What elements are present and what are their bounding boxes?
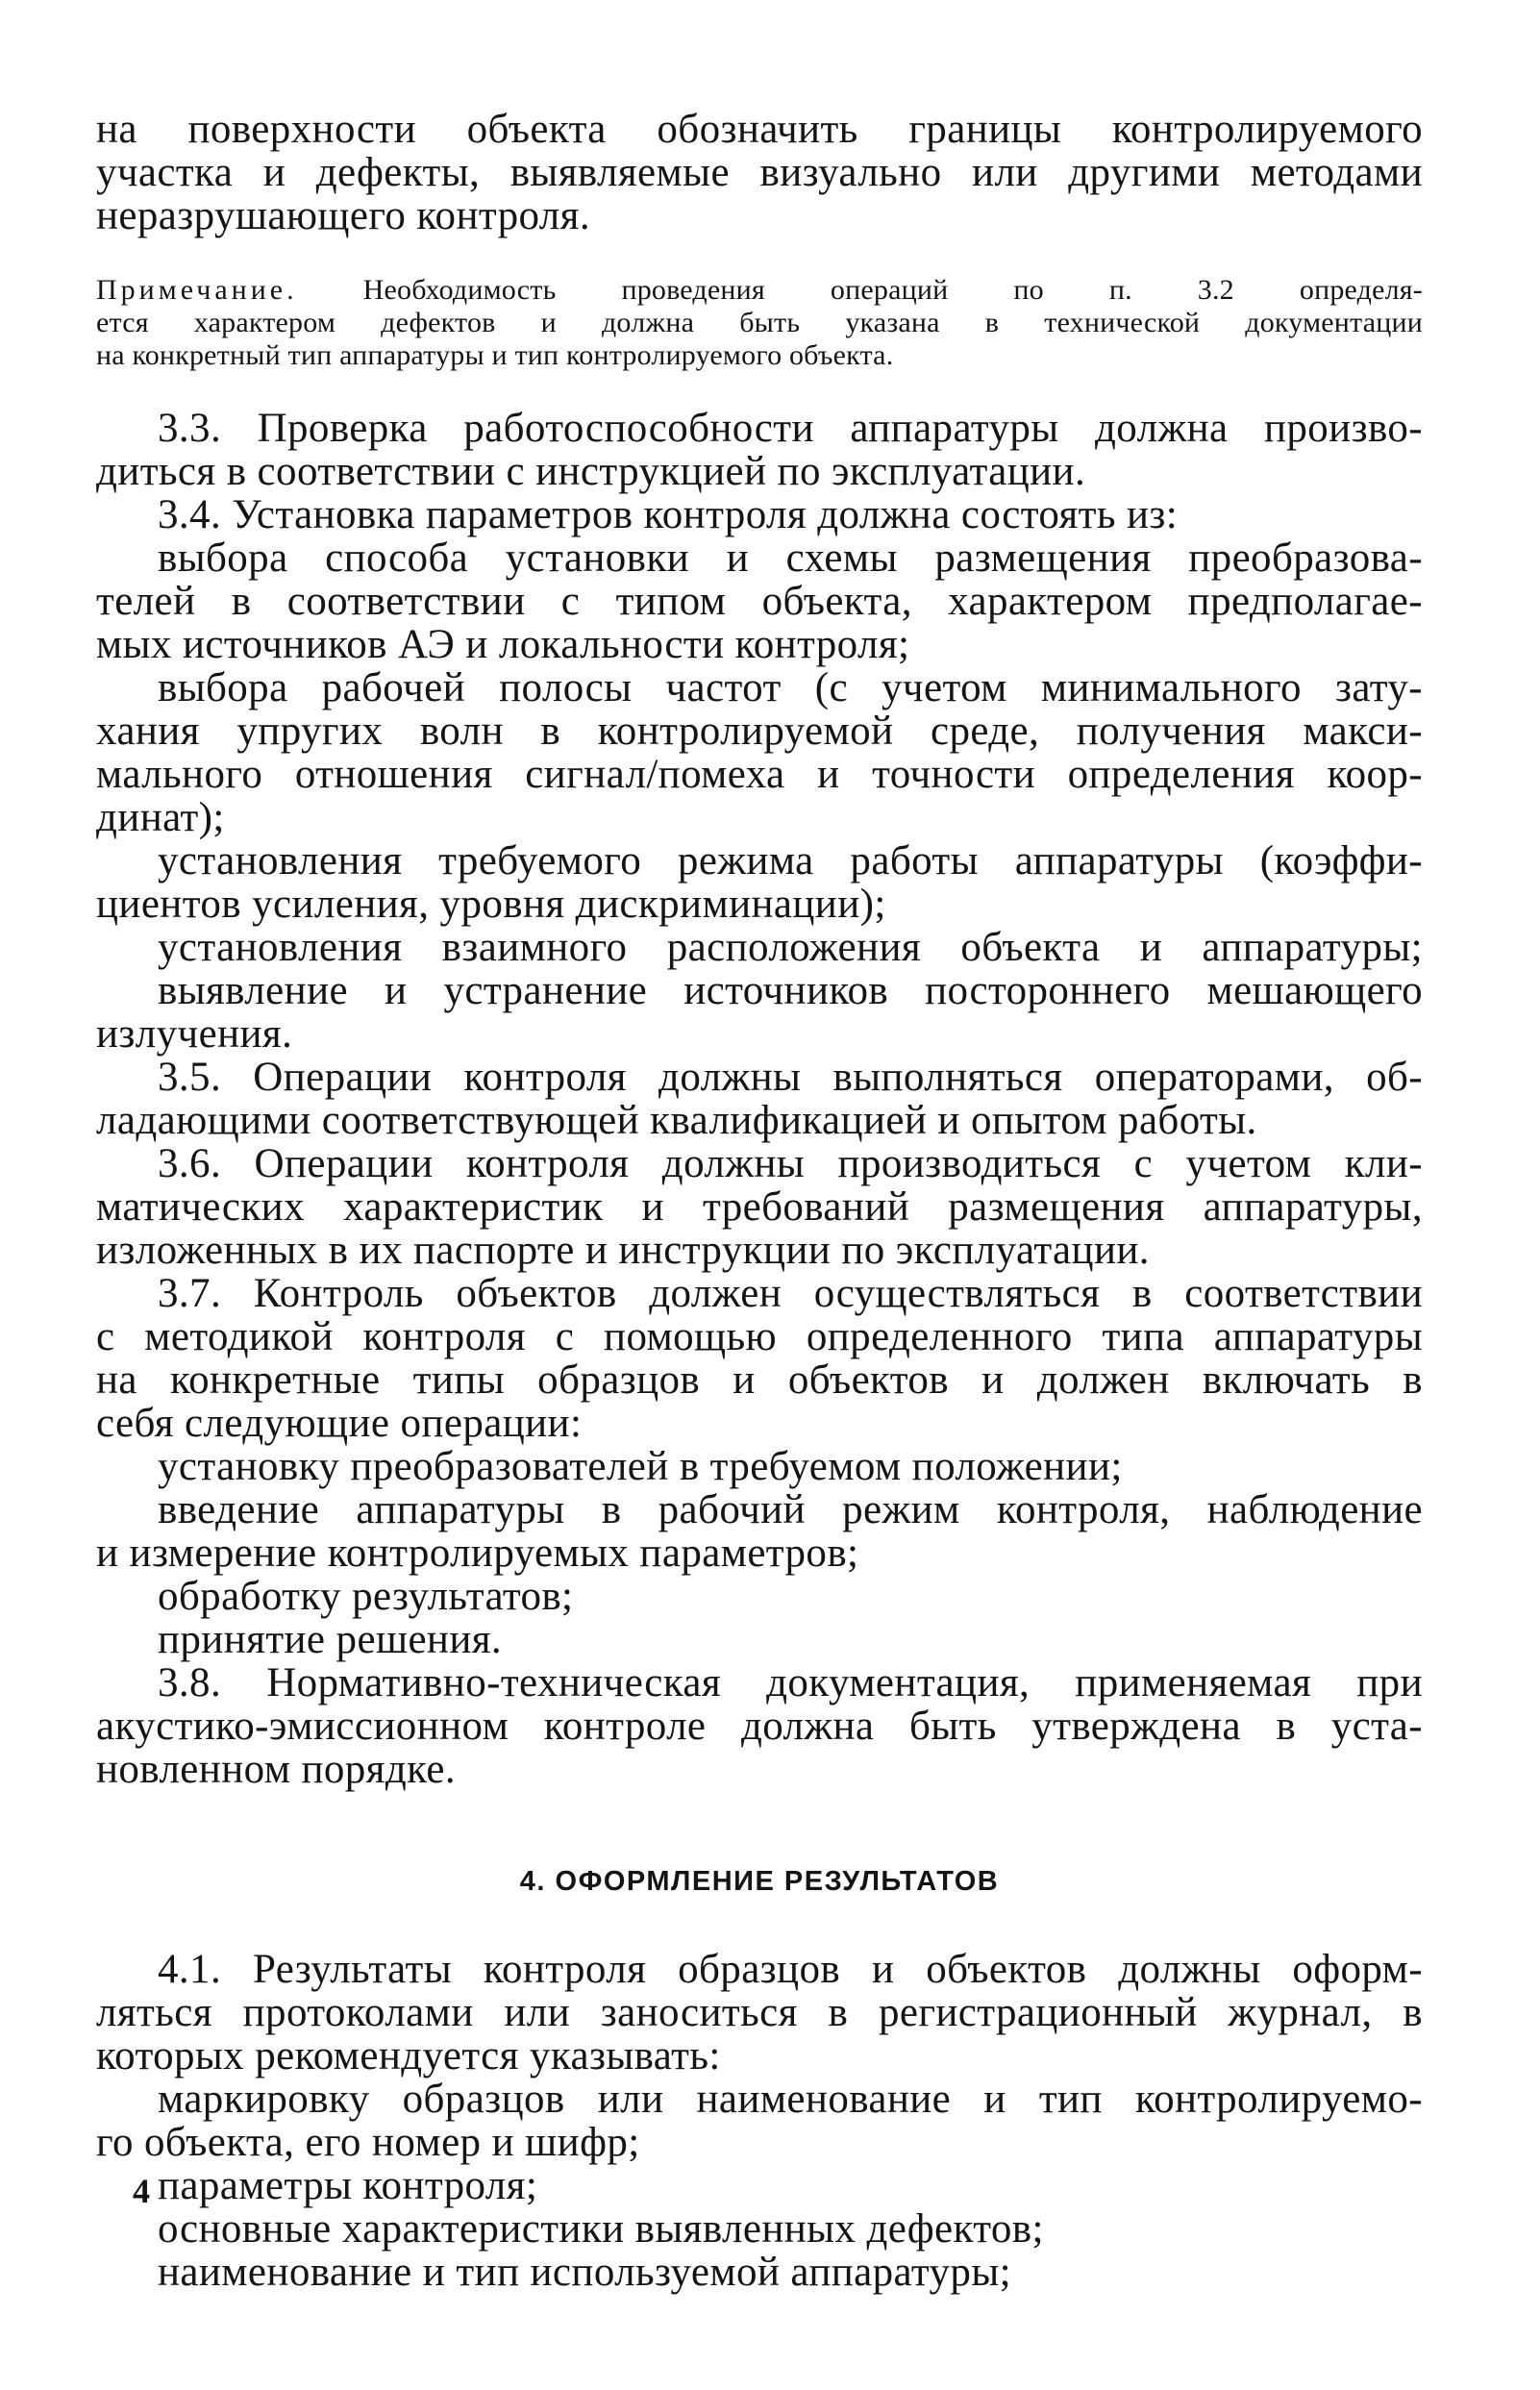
text-line: 3.4. Установка параметров контроля должна состоять из: [158, 492, 1179, 537]
text-line: основные характеристики выявленных дефектов; [158, 2206, 1044, 2252]
paragraph-3-7-c [96, 1575, 1423, 1618]
paragraph-3-7 [96, 1272, 1423, 1445]
text-line: хания упругих волн в контролируемой среде, получения макси- [96, 709, 1423, 754]
text-line: 3.5. Операции контроля должны выполняться операторами, об- [158, 1055, 1423, 1100]
paragraph-3-7-d [96, 1618, 1423, 1661]
paragraph-3-7-a [96, 1445, 1423, 1488]
section-heading: 4. ОФОРМЛЕНИЕ РЕЗУЛЬТАТОВ [519, 1866, 1000, 1897]
paragraph-3-4-d [96, 926, 1423, 969]
text-line: циентов усиления, уровня дискриминации); [96, 882, 886, 927]
text-line: 3.6. Операции контроля должны производиться с учетом кли- [158, 1141, 1423, 1186]
paragraph-4-1 [96, 1948, 1423, 2078]
text-line: 3.8. Нормативно-техническая документация, применяемая при [158, 1660, 1423, 1705]
text-line: принятие решения. [158, 1617, 503, 1662]
text-line: выбора способа установки и схемы размещения преобразова- [158, 535, 1423, 581]
text-line: мых источников АЭ и локальности контроля; [96, 622, 910, 667]
text-line: с методикой контроля с помощью определенного типа аппаратуры [96, 1314, 1423, 1359]
text-line: наименование и тип используемой аппаратуры; [158, 2250, 1011, 2295]
note-block [96, 274, 1423, 372]
text-line: 4.1. Результаты контроля образцов и объектов должны оформ- [158, 1947, 1423, 1992]
text-line: которых рекомендуется указывать: [96, 2033, 721, 2079]
note-line: на конкретный тип аппаратуры и тип контролируемого объекта. [96, 339, 894, 371]
text-line: установку преобразователей в требуемом положении; [158, 1444, 1123, 1489]
document-page [96, 108, 1423, 2294]
text-line: ляться протоколами или заноситься в регистрационный журнал, в [96, 1990, 1423, 2035]
text-line: себя следующие операции: [96, 1401, 583, 1446]
text-line: маркировку образцов или наименование и тип контролируемо- [158, 2077, 1423, 2122]
text-line: установления взаимного расположения объекта и аппаратуры; [158, 925, 1423, 970]
paragraph-3-8 [96, 1661, 1423, 1791]
paragraph-3-4-a [96, 536, 1423, 666]
paragraph-3-7-b [96, 1488, 1423, 1575]
text-line: излучения. [96, 1011, 293, 1057]
text-line: матических характеристик и требований размещения аппаратуры, [96, 1184, 1423, 1230]
text-line: выбора рабочей полосы частот (с учетом минимального зату- [158, 665, 1423, 710]
text-line: установления требуемого режима работы аппаратуры (коэффи- [158, 838, 1423, 884]
text-line: новленном порядке. [96, 1747, 456, 1792]
paragraph-4-1-a [96, 2078, 1423, 2164]
paragraph-3-4-e [96, 969, 1423, 1056]
text-line: на поверхности объекта обозначить границы контролируемого [96, 107, 1423, 152]
paragraph-3-6 [96, 1142, 1423, 1272]
text-line: участка и дефекты, выявляемые визуально или другими методами [96, 150, 1423, 195]
paragraph-3-5 [96, 1056, 1423, 1142]
text-line: акустико-эмиссионном контроле должна быть утверждена в уста- [96, 1704, 1423, 1749]
paragraph-4-1-b [96, 2164, 1423, 2207]
text-line: телей в соответствии с типом объекта, характером предполагае- [96, 579, 1423, 624]
note-line: ется характером дефектов и должна быть указана в технической документации [96, 307, 1423, 338]
paragraph-3-4-c [96, 839, 1423, 926]
text-line: параметры контроля; [158, 2163, 538, 2208]
text-line: го объекта, его номер и шифр; [96, 2120, 640, 2165]
text-line: 3.3. Проверка работоспособности аппаратуры должна произво- [158, 406, 1423, 451]
text-line: неразрушающего контроля. [96, 193, 590, 238]
text-line: изложенных в их паспорте и инструкции по эксплуатации. [96, 1228, 1150, 1273]
paragraph-3-3 [96, 407, 1423, 493]
text-line: выявление и устранение источников постороннего мешающего [158, 968, 1423, 1013]
note-text: Необходимость проведения операций по п. 3.2 определя- [297, 274, 1423, 306]
paragraph-intro [96, 108, 1423, 237]
text-line: введение аппаратуры в рабочий режим контроля, наблюдение [158, 1487, 1423, 1532]
paragraph-3-4-b [96, 666, 1423, 839]
text-line: 3.7. Контроль объектов должен осуществляться в соответствии [158, 1271, 1423, 1316]
paragraph-3-4 [96, 493, 1423, 536]
note-label: Примечание. [96, 274, 298, 306]
paragraph-4-1-d [96, 2251, 1423, 2294]
note-line [96, 274, 1423, 307]
text-line: на конкретные типы образцов и объектов и должен включать в [96, 1357, 1423, 1403]
text-line: диться в соответствии с инструкцией по эксплуатации. [96, 449, 1086, 494]
text-line: обработку результатов; [158, 1574, 574, 1619]
text-line: мального отношения сигнал/помеха и точности определения коор- [96, 752, 1423, 797]
text-line: ладающими соответствующей квалификацией и опытом работы. [96, 1098, 1257, 1143]
text-line: динат); [96, 795, 225, 840]
text-line: и измерение контролируемых параметров; [96, 1531, 859, 1576]
paragraph-4-1-c [96, 2207, 1423, 2251]
page-number: 4 [133, 2172, 150, 2210]
